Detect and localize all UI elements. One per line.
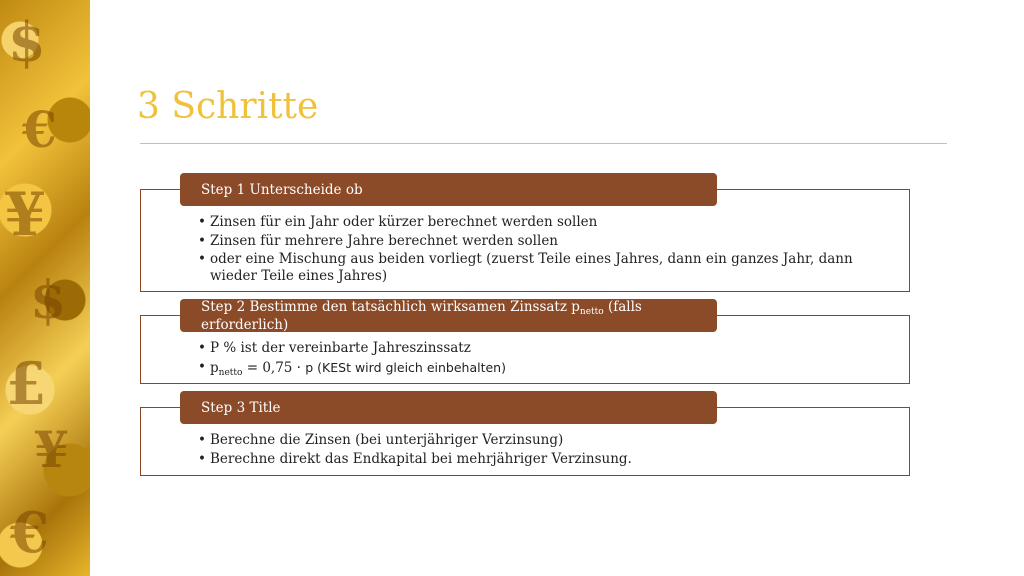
list-item: • Zinsen für mehrere Jahre berechnet werden sollen xyxy=(198,232,559,249)
list-item: • Berechne direkt das Endkapital bei mehrjähriger Verzinsung. xyxy=(198,450,632,467)
step-3-header-text: Step 3 Title xyxy=(201,399,281,416)
step-1-bullet-list xyxy=(198,214,878,287)
step-2-bullet-list xyxy=(198,340,878,383)
list-item: • Zinsen für ein Jahr oder kürzer berechnet werden sollen xyxy=(198,214,598,230)
list-item: • Berechne die Zinsen (bei unterjähriger Verzinsung) xyxy=(198,432,564,448)
step-3-bullet-list xyxy=(198,432,878,469)
dollar-icon: $ xyxy=(8,10,46,74)
currency-side-decoration xyxy=(0,0,90,576)
yen-icon: ¥ xyxy=(4,180,46,250)
step-1-header-text: Step 1 Unterscheide ob xyxy=(201,181,363,198)
yen-icon: ¥ xyxy=(34,420,69,479)
list-item: • oder eine Mischung aus beiden vorliegt (zuerst Teile eines Jahres, dann ein ganzes Jahr, dann wieder Teile eines Jahres) xyxy=(198,251,853,284)
pound-icon: £ xyxy=(6,350,47,418)
list-item: • $p_{netto} = 0,75 \cdot p$ (KESt wird gleich einbehalten) xyxy=(198,358,506,378)
step-2-header xyxy=(180,299,717,332)
euro-icon: € xyxy=(22,100,57,159)
title-divider xyxy=(140,143,947,144)
euro-icon: € xyxy=(10,500,49,566)
step-2-header-text: Step 2 Bestimme den tatsächlich wirksamen Zinssatz $p_{netto}$ (falls erforderlich) xyxy=(201,298,642,333)
step-3-header xyxy=(180,391,717,424)
dollar-icon: $ xyxy=(30,270,67,331)
step-1-header xyxy=(180,173,717,206)
slide-title: 3 Schritte xyxy=(137,86,319,127)
list-item: • P % ist der vereinbarte Jahreszinssatz xyxy=(198,340,471,356)
